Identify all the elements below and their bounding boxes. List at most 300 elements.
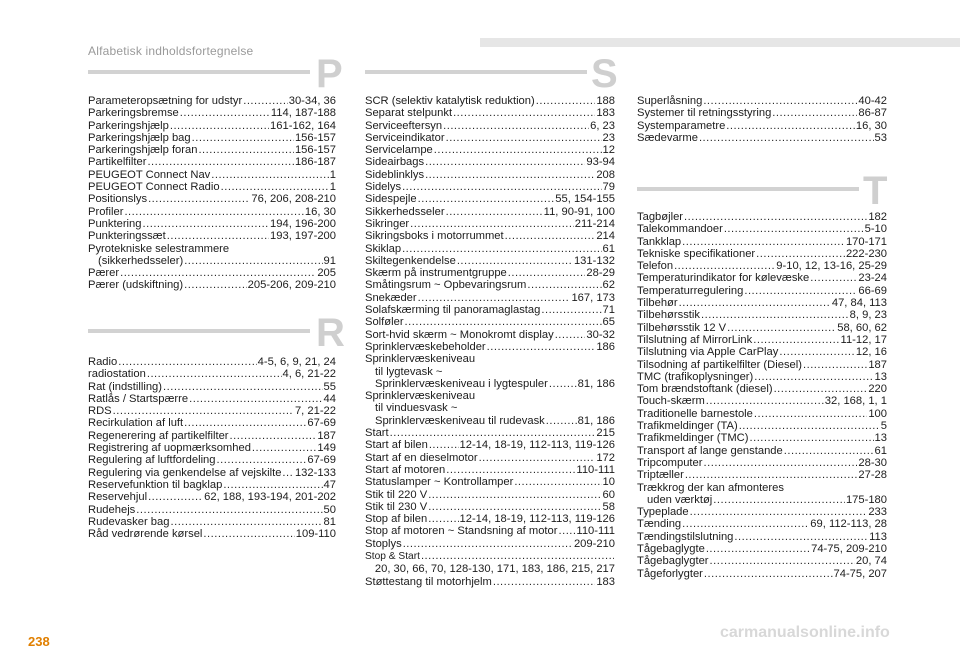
leader-dots: [211, 169, 328, 181]
index-term: Tagbøjler: [637, 211, 684, 223]
leader-dots: [243, 95, 288, 107]
index-term: Ratlås / Startspærre: [88, 392, 189, 405]
index-entry: [88, 504, 336, 516]
leader-dots: [425, 169, 595, 181]
index-entry: [88, 144, 336, 156]
index-pages: 193, 197-200: [270, 230, 336, 243]
index-pages: 186: [596, 340, 615, 353]
index-term: Parkeringshjælp bag: [88, 131, 191, 144]
section-letter: T: [863, 169, 888, 213]
leader-dots: [230, 430, 317, 442]
index-entry: [637, 506, 887, 518]
index-pages: 44: [323, 392, 336, 405]
index-term: Pærer (udskiftning): [88, 279, 184, 292]
index-pages: 74-75, 207: [833, 567, 887, 580]
leader-dots: [555, 329, 586, 341]
leader-dots: [706, 543, 810, 555]
leader-dots: [704, 457, 858, 469]
index-term: Tilbehørsstik 12 V: [637, 321, 727, 334]
index-term: Start: [365, 427, 389, 440]
index-pages: 58: [602, 500, 615, 513]
index-pages: 32, 168, 1, 1: [824, 395, 887, 408]
leader-dots: [749, 432, 873, 444]
index-entry: [637, 346, 887, 358]
leader-dots: [446, 464, 575, 476]
index-pages: 12-14, 18-19, 112-113, 119-126: [459, 439, 615, 452]
index-pages: 12, 16: [855, 346, 887, 359]
index-term: Tilslutning af MirrorLink: [637, 333, 753, 346]
index-entry: [365, 107, 615, 119]
index-entry: [365, 501, 615, 513]
leader-dots: [684, 211, 867, 223]
leader-dots: [727, 322, 836, 334]
section-letter: S: [591, 52, 618, 96]
index-entry: [88, 206, 336, 218]
index-pages: 23-24: [858, 272, 887, 285]
leader-dots: [479, 452, 596, 464]
index-entry: [637, 518, 887, 530]
leader-dots: [410, 218, 574, 230]
index-term: Tekniske specifikationer: [637, 247, 756, 260]
index-term: Sædevarme: [637, 131, 698, 144]
leader-dots: [147, 368, 282, 380]
index-entry: [637, 272, 887, 284]
index-pages: 86-87: [858, 107, 887, 120]
leader-dots: [446, 206, 543, 218]
index-term: PEUGEOT Connect Nav: [88, 168, 211, 181]
leader-dots: [124, 206, 303, 218]
index-pages: 188: [596, 95, 615, 107]
leader-dots: [180, 107, 270, 119]
index-pages: 23: [602, 131, 615, 144]
index-pages: 209-210: [573, 537, 615, 550]
leader-dots: [726, 120, 855, 132]
index-entry: [365, 169, 615, 181]
index-term: Temperaturindikator for kølevæske: [637, 272, 810, 285]
leader-dots: [170, 120, 269, 132]
index-term: Pærer: [88, 267, 120, 280]
index-entry: [88, 230, 336, 242]
index-entry: [365, 378, 615, 390]
index-entry: [637, 531, 887, 543]
index-term: Tilbehørsstik: [637, 309, 700, 322]
index-entry: [88, 393, 336, 405]
index-entry: [88, 132, 336, 144]
index-pages: 16, 30: [855, 119, 887, 132]
index-entry: [88, 95, 336, 107]
leader-dots: [428, 513, 458, 525]
index-term: Sikringsboks i motorrummet: [365, 230, 504, 243]
index-entry: [637, 445, 887, 457]
index-entry: [637, 285, 887, 297]
index-column-s-continued: [637, 95, 887, 144]
leader-dots: [170, 516, 322, 528]
index-pages: 110-111: [576, 463, 615, 476]
index-pages: 194, 196-200: [270, 217, 336, 230]
index-entry: [365, 489, 615, 501]
index-entry: [637, 555, 887, 567]
index-term: Separat stelpunkt: [365, 107, 453, 120]
index-term: Punkteringssæt: [88, 230, 166, 243]
index-pages: 186-187: [294, 156, 336, 169]
leader-dots: [192, 132, 294, 144]
index-term: Start af motoren: [365, 463, 446, 476]
index-term: Parkeringshjælp: [88, 119, 169, 132]
index-line: til vinduesvask ~: [375, 402, 458, 415]
leader-dots: [198, 144, 293, 156]
index-pages: 1: [329, 181, 336, 194]
leader-dots: [434, 144, 602, 156]
leader-dots: [706, 395, 824, 407]
index-term: Partikelfilter: [88, 156, 147, 169]
leader-dots: [682, 518, 809, 530]
leader-dots: [203, 528, 294, 540]
index-pages: 1: [329, 168, 336, 181]
index-entry: [365, 218, 615, 230]
index-term: Tilbehør: [637, 297, 678, 310]
index-term: Stik til 220 V: [365, 488, 428, 501]
leader-dots: [189, 393, 322, 405]
leader-dots: [558, 525, 575, 537]
index-entry: [365, 452, 615, 464]
leader-dots: [508, 267, 586, 279]
index-term: Rudehejs: [88, 503, 136, 516]
leader-dots: [113, 405, 294, 417]
index-term: Stop af bilen: [365, 513, 428, 526]
index-term: RDS: [88, 405, 112, 418]
index-entry: [637, 469, 887, 481]
index-term: Skiltegenkendelse: [365, 254, 456, 267]
index-entry: [365, 415, 615, 427]
index-entry: [88, 405, 336, 417]
index-entry: [88, 356, 336, 368]
index-term: Tripcomputer: [637, 456, 703, 469]
index-entry: [88, 479, 336, 491]
index-pages: 4, 6, 21-22: [282, 368, 336, 381]
index-pages: 6, 23: [590, 119, 615, 132]
index-term: Tom brændstoftank (diesel): [637, 383, 773, 396]
index-entry: [365, 267, 615, 279]
leader-dots: [184, 255, 322, 267]
index-term: Tilsodning af partikelfilter (Diesel): [637, 358, 802, 371]
index-term: Serviceeftersyn: [365, 119, 443, 132]
index-entry: [88, 442, 336, 454]
leader-dots: [390, 427, 596, 439]
index-pages: 74-75, 209-210: [811, 543, 887, 556]
leader-dots: [774, 383, 868, 395]
leader-dots: [446, 132, 602, 144]
index-term: Tågeforlygter: [637, 567, 703, 580]
index-pages: 28-29: [586, 267, 615, 280]
index-pages: 215: [596, 427, 615, 440]
leader-dots: [487, 341, 596, 353]
index-term: Trafikmeldinger (TMC): [637, 432, 749, 445]
index-pages: 13: [874, 432, 887, 445]
index-term: uden værktøj: [647, 493, 713, 506]
index-term: Reservefunktion til bagklap: [88, 478, 223, 491]
index-term: Superlåsning: [637, 95, 703, 107]
index-term: radiostation: [88, 368, 146, 381]
index-term: Start af bilen: [365, 439, 428, 452]
leader-dots: [147, 156, 293, 168]
index-term: TMC (trafikoplysninger): [637, 370, 754, 383]
index-entry: [88, 120, 336, 132]
leader-dots: [405, 316, 602, 328]
index-entry: [365, 156, 615, 168]
index-term: Råd vedrørende kørsel: [88, 528, 203, 541]
index-entry: [637, 260, 887, 272]
index-pages: 7, 21-22: [294, 405, 336, 418]
index-term: Triptæller: [637, 469, 684, 482]
leader-dots: [421, 550, 614, 562]
index-term: Stop & Start: [365, 550, 420, 562]
index-entry: [88, 454, 336, 466]
section-rule: [365, 70, 587, 74]
leader-dots: [784, 445, 874, 457]
leader-dots: [756, 248, 845, 260]
leader-dots: [679, 297, 831, 309]
index-pages: 222-230: [845, 247, 887, 260]
leader-dots: [443, 120, 589, 132]
index-entry: [365, 513, 615, 525]
index-term: Transport af lange genstande: [637, 444, 783, 457]
leader-dots: [221, 181, 329, 193]
index-term: Parkeringsbremse: [88, 107, 179, 120]
index-pages: 47, 84, 113: [831, 297, 887, 310]
index-term: Snekæder: [365, 291, 417, 304]
index-pages: 8, 9, 23: [849, 309, 887, 322]
index-entry: [88, 218, 336, 230]
index-column-t: [637, 211, 887, 580]
index-entry: [365, 341, 615, 353]
index-term: Talekommandoer: [637, 223, 723, 236]
index-term: Traditionelle barnestole: [637, 407, 753, 420]
index-pages: 187: [868, 358, 887, 371]
index-pages: 53: [874, 131, 887, 144]
index-pages: 205-206, 209-210: [247, 279, 336, 292]
leader-dots: [493, 576, 595, 588]
index-pages: 170-171: [845, 235, 887, 248]
index-entry: [637, 395, 887, 407]
index-term: Statuslamper ~ Kontrollamper: [365, 476, 514, 489]
index-entry: [637, 322, 887, 334]
index-pages: 13: [874, 370, 887, 383]
index-term: (sikkerhedsseler): [98, 254, 184, 267]
page-number: 238: [28, 634, 50, 649]
index-entry: [365, 576, 615, 588]
leader-dots: [505, 230, 596, 242]
index-entry: [365, 279, 615, 291]
index-entry: [365, 132, 615, 144]
index-entry: [637, 408, 887, 420]
index-term: Systemparametre: [637, 119, 726, 132]
leader-dots: [527, 279, 601, 291]
index-pages: 132-133: [294, 466, 336, 479]
index-entry: [365, 304, 615, 316]
index-column-s: [365, 95, 615, 588]
index-entry: [637, 432, 887, 444]
index-pages: 30-32: [586, 328, 615, 341]
leader-dots: [120, 267, 316, 279]
index-term: Stop af motoren ~ Standsning af motor: [365, 525, 558, 538]
index-term: Tågebaglygte: [637, 543, 705, 556]
leader-dots: [803, 359, 867, 371]
leader-dots: [418, 193, 555, 205]
leader-dots: [810, 272, 857, 284]
index-pages: 71: [602, 304, 615, 317]
leader-dots: [701, 309, 849, 321]
index-term: Rat (indstilling): [88, 380, 162, 393]
index-pages: 60: [602, 488, 615, 501]
header-bar: [480, 38, 960, 47]
leader-dots: [143, 218, 270, 230]
index-pages: 62: [602, 279, 615, 292]
leader-dots: [744, 285, 857, 297]
index-entry: [637, 132, 887, 144]
index-pages: 172: [596, 451, 615, 464]
index-term: Trafikmeldinger (TA): [637, 420, 738, 433]
index-entry: [637, 543, 887, 555]
index-pages: 30-34, 36: [288, 95, 336, 107]
leader-dots: [184, 279, 247, 291]
index-term: Regenerering af partikelfilter: [88, 429, 229, 442]
index-pages: 156-157: [294, 144, 336, 157]
index-line: Sprinklervæskeniveau: [365, 390, 476, 403]
index-entry: [88, 516, 336, 528]
leader-dots: [682, 236, 845, 248]
leader-dots: [514, 476, 601, 488]
index-pages: 61: [874, 444, 887, 457]
index-term: Sikringer: [365, 217, 410, 230]
index-term: SCR (selektiv katalytisk reduktion): [365, 95, 535, 107]
index-pages: 183: [596, 575, 615, 588]
index-entry: [365, 316, 615, 328]
index-pages: 61: [602, 242, 615, 255]
index-entry: [365, 230, 615, 242]
index-pages: 28-30: [858, 456, 887, 469]
leader-dots: [428, 501, 601, 513]
index-term: Temperaturregulering: [637, 284, 744, 297]
leader-dots: [549, 378, 577, 390]
section-letter: P: [316, 52, 343, 96]
leader-dots: [148, 491, 203, 503]
index-pages: 66-69: [858, 284, 887, 297]
index-entry: [365, 292, 615, 304]
index-entry: [365, 476, 615, 488]
index-pages: 187: [317, 429, 336, 442]
index-pages: 58, 60, 62: [837, 321, 887, 334]
leader-dots: [118, 356, 256, 368]
index-entry: [637, 95, 887, 107]
index-pages: 79: [602, 181, 615, 194]
index-pages: 27-28: [858, 469, 887, 482]
leader-dots: [779, 346, 855, 358]
index-pages: 81, 186: [577, 377, 615, 390]
leader-dots: [704, 568, 833, 580]
index-term: Sideairbags: [365, 156, 425, 169]
index-entry: [637, 383, 887, 395]
section-rule: [637, 187, 859, 191]
index-term: Sidelys: [365, 181, 402, 194]
index-pages: 149: [317, 442, 336, 455]
index-entry: [637, 420, 887, 432]
leader-dots: [754, 408, 867, 420]
index-pages: 211-214: [574, 217, 615, 230]
index-pages: 9-10, 12, 13-16, 25-29: [776, 260, 887, 273]
index-entry: [365, 181, 615, 193]
index-entry: [637, 359, 887, 371]
index-pages: 220: [868, 383, 887, 396]
index-pages: 100: [868, 407, 887, 420]
page-header-title: Alfabetisk indholdsfortegnelse: [88, 44, 254, 58]
index-pages: 175-180: [845, 493, 887, 506]
index-pages: 183: [596, 107, 615, 120]
index-entry: [88, 368, 336, 380]
index-pages: 205: [317, 267, 336, 280]
index-entry: [637, 371, 887, 383]
leader-dots: [690, 506, 868, 518]
leader-dots: [724, 223, 864, 235]
index-pages: 93-94: [586, 156, 615, 169]
leader-dots: [710, 555, 855, 567]
index-line: 20, 30, 66, 70, 128-130, 171, 183, 186, 215, 217: [374, 563, 615, 576]
index-term: Reservehjul: [88, 491, 148, 504]
leader-dots: [163, 381, 323, 393]
leader-dots: [418, 292, 571, 304]
index-pages: 67-69: [307, 454, 336, 467]
index-entry: [637, 457, 887, 469]
index-entry: [88, 381, 336, 393]
index-pages: 40-42: [858, 95, 887, 107]
index-entry: [88, 169, 336, 181]
index-term: Sprinklervæskeniveau i lygtespuler: [375, 377, 548, 390]
index-pages: 91: [323, 254, 336, 267]
leader-dots: [754, 371, 873, 383]
index-entry: [88, 193, 336, 205]
index-pages: 214: [596, 230, 615, 243]
index-term: Stik til 230 V: [365, 500, 428, 513]
index-pages: 11-12, 17: [840, 333, 887, 346]
index-term: Stoplys: [365, 537, 402, 550]
index-pages: 47: [323, 478, 336, 491]
index-entry: [365, 464, 615, 476]
index-term: Punktering: [88, 217, 142, 230]
index-pages: 5: [880, 420, 887, 433]
index-pages: 161-162, 164: [270, 119, 336, 132]
index-line: Trækkrog der kan afmonteres: [637, 481, 784, 494]
index-entry: [365, 525, 615, 537]
index-entry: [365, 550, 615, 563]
index-pages: 69, 112-113, 28: [810, 518, 887, 531]
index-term: Rudevasker bag: [88, 515, 170, 528]
index-term: Serviceindikator: [365, 131, 445, 144]
index-entry: [88, 430, 336, 442]
index-entry: [88, 181, 336, 193]
index-entry: [637, 120, 887, 132]
index-pages: 109-110: [295, 528, 336, 541]
index-entry: [637, 309, 887, 321]
index-pages: 156-157: [294, 131, 336, 144]
leader-dots: [402, 181, 601, 193]
leader-dots: [699, 132, 874, 144]
index-term: Positionslys: [88, 193, 148, 206]
leader-dots: [713, 494, 845, 506]
index-entry: [88, 491, 336, 503]
index-entry: [88, 255, 336, 267]
index-pages: 233: [868, 506, 887, 519]
index-entry: [88, 467, 336, 479]
index-pages: 114, 187-188: [270, 107, 336, 120]
